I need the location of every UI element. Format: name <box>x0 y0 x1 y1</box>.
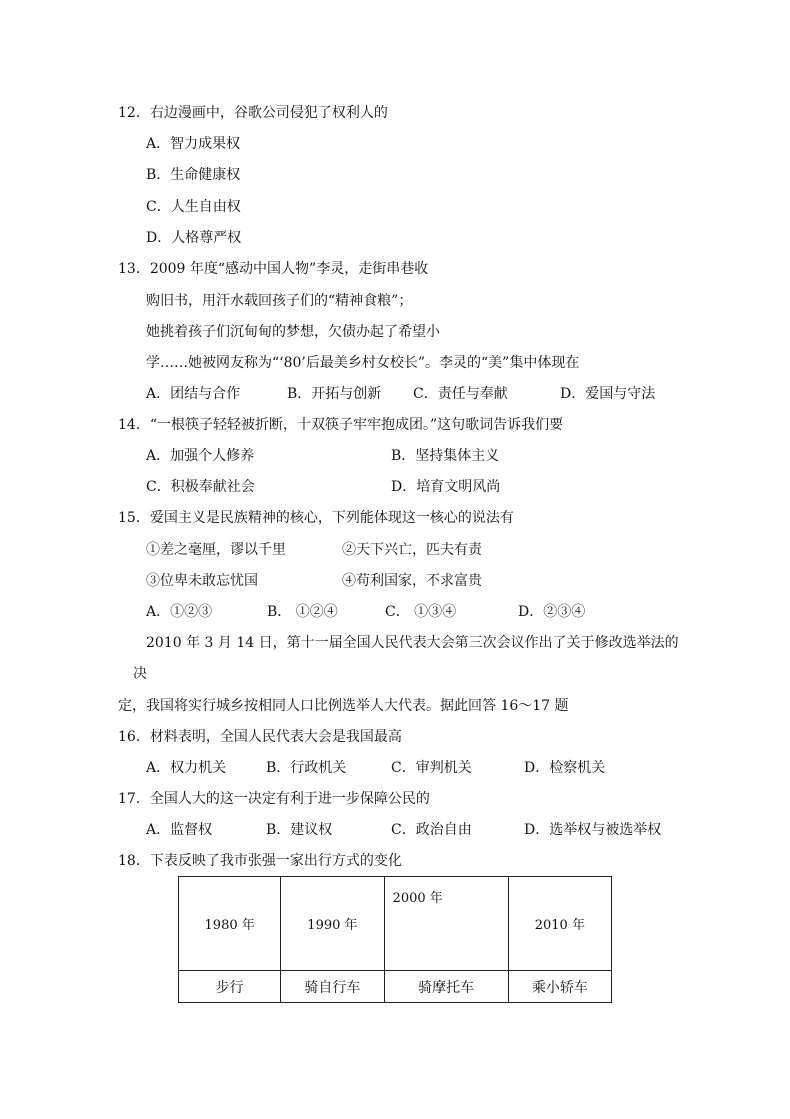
mode-cell-motorcycle: 骑摩托车 <box>384 971 508 1003</box>
q14-option-a: A．加强个人修养 <box>146 448 255 464</box>
q17-option-a: A．监督权 <box>146 822 213 838</box>
q12-option-c: C．人生自由权 <box>146 199 241 215</box>
material-line1: 2010 年 3 月 14 日，第十一届全国人民代表大会第三次会议作出了关于修改选举法的 <box>146 635 679 651</box>
material-line2: 决 <box>133 666 147 682</box>
q16-option-b: B．行政机关 <box>266 760 347 776</box>
transport-table <box>178 876 612 1003</box>
q15-option-d: D．②③④ <box>518 604 586 620</box>
q12-option-b: B．生命健康权 <box>146 167 241 183</box>
q13-option-a: A．团结与合作 <box>146 386 241 402</box>
q14-stem: 14．“一根筷子轻轻被折断，十双筷子牢牢抱成团。”这句歌词告诉我们要 <box>118 417 564 433</box>
q15-stem: 15．爱国主义是民族精神的核心，下列能体现这一核心的说法有 <box>118 510 514 526</box>
q17-option-b: B．建议权 <box>266 822 333 838</box>
q12-option-d: D．人格尊严权 <box>146 230 242 246</box>
q15-item-1: ①差之毫厘，谬以千里 <box>146 542 286 558</box>
q14-option-c: C．积极奉献社会 <box>146 479 255 495</box>
q13-stem-line2: 购旧书，用汗水载回孩子们的“精神食粮”； <box>146 293 413 309</box>
year-cell-1980: 1980 年 <box>179 877 281 971</box>
q15-option-b: B． ①②④ <box>267 604 338 620</box>
q15-item-4: ④苟利国家，不求富贵 <box>342 573 482 589</box>
mode-cell-walk: 步行 <box>179 971 281 1003</box>
q13-option-b: B．开拓与创新 <box>287 386 382 402</box>
year-label-2000: 2000 年 <box>392 891 443 906</box>
q13-option-d: D．爱国与守法 <box>560 386 656 402</box>
mode-cell-bicycle: 骑自行车 <box>281 971 384 1003</box>
q14-option-d: D．培育文明风尚 <box>391 479 501 495</box>
q16-stem: 16．材料表明，全国人民代表大会是我国最高 <box>118 729 402 745</box>
table-row-years <box>179 877 612 971</box>
q18-stem: 18．下表反映了我市张强一家出行方式的变化 <box>118 853 402 869</box>
year-cell-2000 <box>384 877 508 971</box>
year-cell-2010: 2010 年 <box>508 877 611 971</box>
table-row-modes <box>179 971 612 1003</box>
q13-option-c: C．责任与奉献 <box>413 386 508 402</box>
q15-item-2: ②天下兴亡，匹夫有责 <box>342 542 482 558</box>
q15-option-c: C． ①③④ <box>385 604 457 620</box>
q16-option-c: C．审判机关 <box>391 760 472 776</box>
q16-option-d: D．检察机关 <box>524 760 606 776</box>
material-line3: 定，我国将实行城乡按相同人口比例选举人大代表。据此回答 16～17 题 <box>118 698 569 714</box>
q17-stem: 17．全国人大的这一决定有利于进一步保障公民的 <box>118 791 430 807</box>
mode-cell-car: 乘小轿车 <box>508 971 611 1003</box>
q15-item-3: ③位卑未敢忘忧国 <box>146 573 258 589</box>
q17-option-d: D．选举权与被选举权 <box>524 822 662 838</box>
q15-option-a: A．①②③ <box>146 604 213 620</box>
year-cell-1990: 1990 年 <box>281 877 384 971</box>
q17-option-c: C．政治自由 <box>391 822 472 838</box>
q14-option-b: B．坚持集体主义 <box>391 448 500 464</box>
q13-stem-line3: 她挑着孩子们沉甸甸的梦想，欠债办起了希望小 <box>146 324 440 340</box>
q13-stem-line4: 学……她被网友称为“‘80’后最美乡村女校长”。李灵的“美”集中体现在 <box>146 355 580 371</box>
q13-stem-line1: 13．2009 年度“感动中国人物”李灵，走街串巷收 <box>118 261 429 277</box>
q12-stem: 12．右边漫画中，谷歌公司侵犯了权利人的 <box>118 105 388 121</box>
q12-option-a: A．智力成果权 <box>146 136 241 152</box>
q16-option-a: A．权力机关 <box>146 760 227 776</box>
